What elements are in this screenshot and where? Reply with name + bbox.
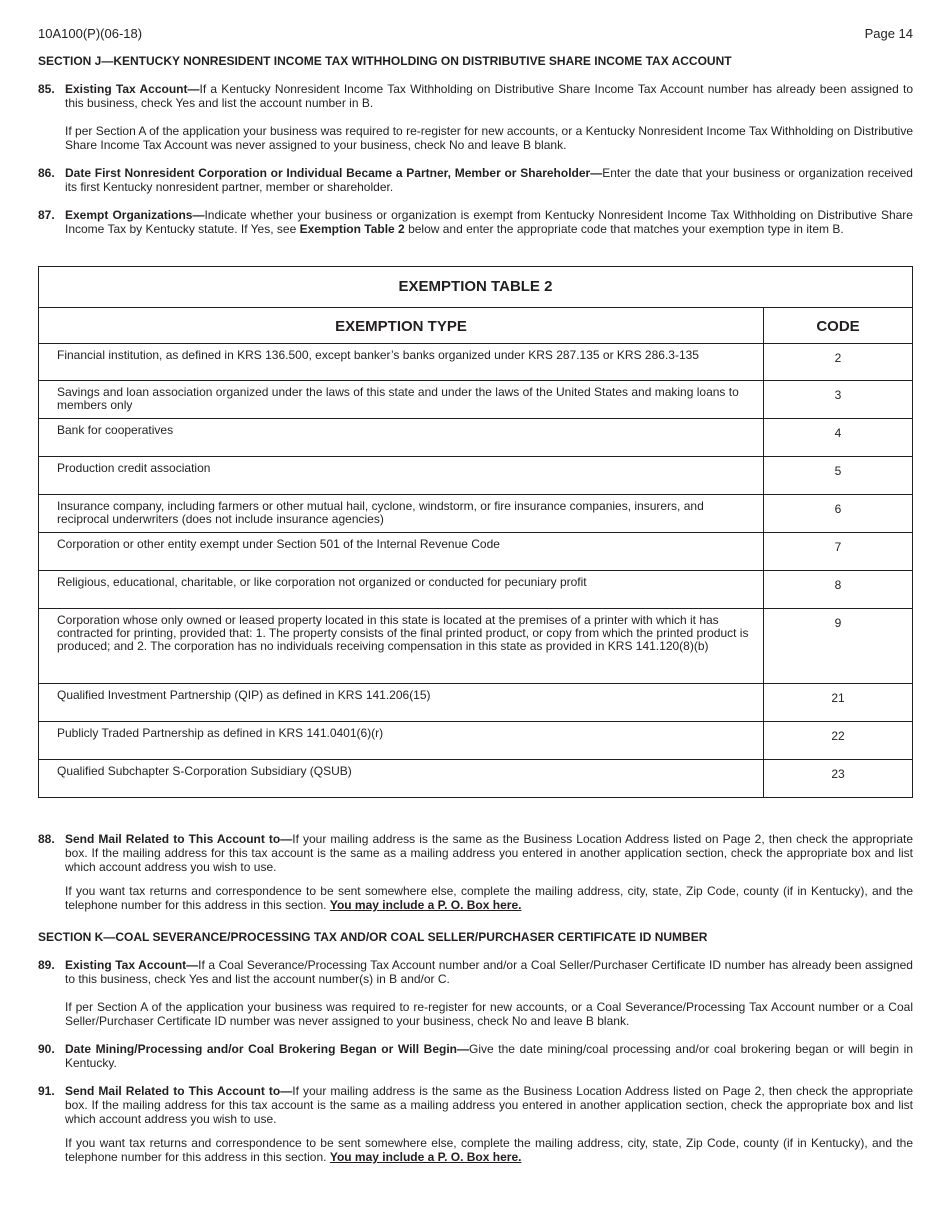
table-row	[39, 419, 912, 457]
item-text: Give the date mining/coal processing and/or coal brokering began or will begin in Kentucky.	[65, 1042, 913, 1070]
item-lead: Exempt Organizations—	[65, 208, 205, 222]
exemption-code: 2	[834, 351, 842, 365]
item-88	[38, 832, 913, 912]
exemption-type: Insurance company, including farmers or other mutual hail, cyclone, windstorm, or fire insurance companies, insurers, and reciprocal underwriters (does not include insurance agencies)	[39, 495, 764, 532]
item-86	[38, 166, 913, 194]
item-lead: Existing Tax Account—	[65, 958, 199, 972]
exemption-type: Bank for cooperatives	[39, 419, 764, 456]
item-lead: Date Mining/Processing and/or Coal Brokering Began or Will Begin—	[65, 1042, 469, 1056]
item-lead: Send Mail Related to This Account to—	[65, 832, 293, 846]
exemption-type: Production credit association	[39, 457, 764, 494]
table-header	[39, 308, 912, 344]
exemption-type: Savings and loan association organized under the laws of this state and under the laws of the United States and making loans to members only	[39, 381, 764, 418]
exemption-type: Corporation whose only owned or leased property located in this state is located at the premises of a printer with which it has contracted for printing, provided that: 1. The property consists of the final printed product, or copy from which the printed product is produced; and 2. The corporation has no individuals receiving compensation in this state as provided in KRS 141.120(8)(b)	[39, 609, 764, 683]
item-paragraph: If you want tax returns and correspondence to be sent somewhere else, complete the mailing address, city, state, Zip Code, county (if in Kentucky), and the telephone number for this address in this section.	[65, 884, 913, 912]
section-j-title: SECTION J—KENTUCKY NONRESIDENT INCOME TAX WITHHOLDING ON DISTRIBUTIVE SHARE INCOME TAX ACCOUNT	[38, 54, 732, 68]
exemption-type: Qualified Subchapter S-Corporation Subsidiary (QSUB)	[39, 760, 764, 797]
exemption-code: 22	[831, 729, 845, 743]
exemption-code: 8	[834, 578, 842, 592]
item-paragraph: If per Section A of the application your business was required to re-register for new accounts, or a Coal Severance/Processing Tax Account number or a Coal Seller/Purchaser Certificate ID number was never assigned to your business, check No and leave B blank.	[65, 1000, 913, 1028]
item-number: 90.	[38, 1042, 55, 1056]
item-number: 91.	[38, 1084, 55, 1098]
item-number: 87.	[38, 208, 55, 222]
exemption-code: 23	[831, 767, 845, 781]
item-text: below and enter the appropriate code that matches your exemption type in item B.	[404, 222, 844, 236]
item-lead: Date First Nonresident Corporation or Individual Became a Partner, Member or Shareholder—	[65, 166, 603, 180]
table-row	[39, 381, 912, 419]
exemption-code: 9	[834, 616, 842, 630]
exemption-code: 21	[831, 691, 845, 705]
item-text: If your mailing address is the same as the Business Location Address listed on Page 2, then check the appropriate box. If the mailing address for this tax account is the same as a mailing address you entered in another application section, check the appropriate box and list which account address you wish to use.	[65, 1084, 913, 1126]
table-row	[39, 571, 912, 609]
column-header-code: CODE	[816, 318, 860, 335]
item-91	[38, 1084, 913, 1164]
section-k-title: SECTION K—COAL SEVERANCE/PROCESSING TAX AND/OR COAL SELLER/PURCHASER CERTIFICATE ID NUMBER	[38, 930, 708, 944]
po-box-note: You may include a P. O. Box here.	[329, 1150, 522, 1164]
table-row	[39, 684, 912, 722]
exemption-code: 7	[834, 540, 842, 554]
item-90	[38, 1042, 913, 1070]
item-number: 85.	[38, 82, 55, 96]
item-85	[38, 82, 913, 152]
exemption-code: 4	[834, 426, 842, 440]
exemption-type: Publicly Traded Partnership as defined in KRS 141.0401(6)(r)	[39, 722, 764, 759]
form-id: 10A100(P)(06-18)	[38, 26, 143, 41]
item-paragraph: If you want tax returns and correspondence to be sent somewhere else, complete the mailing address, city, state, Zip Code, county (if in Kentucky), and the telephone number for this address in this section.	[65, 1136, 913, 1164]
item-lead: Send Mail Related to This Account to—	[65, 1084, 293, 1098]
table-row	[39, 533, 912, 571]
item-text: If a Kentucky Nonresident Income Tax Withholding on Distributive Share Income Tax Account number has already been assigned to this business, check Yes and list the account number in B.	[65, 82, 913, 110]
exemption-type: Religious, educational, charitable, or like corporation not organized or conducted for pecuniary profit	[39, 571, 764, 608]
table-row	[39, 457, 912, 495]
table-row	[39, 609, 912, 684]
column-header-type: EXEMPTION TYPE	[39, 308, 764, 343]
item-87	[38, 208, 913, 236]
exemption-table	[38, 266, 913, 798]
item-number: 88.	[38, 832, 55, 846]
exemption-type: Financial institution, as defined in KRS 136.500, except banker’s banks organized under KRS 287.135 or KRS 286.3-135	[39, 344, 764, 380]
item-text: If a Coal Severance/Processing Tax Account number and/or a Coal Seller/Purchaser Certificate ID number has already been assigned to this business, check Yes and list the account number(s) in B and/or C.	[65, 958, 913, 986]
item-89	[38, 958, 913, 1028]
page-header	[38, 26, 913, 41]
table-row	[39, 344, 912, 381]
table-row	[39, 495, 912, 533]
exemption-code: 5	[834, 464, 842, 478]
item-number: 86.	[38, 166, 55, 180]
page-number: Page 14	[864, 26, 913, 41]
item-text: If your mailing address is the same as the Business Location Address listed on Page 2, then check the appropriate box. If the mailing address for this tax account is the same as a mailing address you entered in another application section, check the appropriate box and list which account address you wish to use.	[65, 832, 913, 874]
exemption-code: 3	[834, 388, 842, 402]
table-row	[39, 760, 912, 797]
table-row	[39, 722, 912, 760]
item-text: Indicate whether your business or organization is exempt from Kentucky Nonresident Income Tax Withholding on Distributive Share Income Tax by Kentucky statute. If Yes, see	[65, 208, 913, 236]
table-title: EXEMPTION TABLE 2	[39, 267, 912, 308]
table-reference: Exemption Table 2	[299, 222, 405, 236]
exemption-type: Corporation or other entity exempt under Section 501 of the Internal Revenue Code	[39, 533, 764, 570]
exemption-code: 6	[834, 502, 842, 516]
item-paragraph: If per Section A of the application your business was required to re-register for new accounts, or a Kentucky Nonresident Income Tax Withholding on Distributive Share Income Tax Account was never assigned to your business, check No and leave B blank.	[65, 124, 913, 152]
item-number: 89.	[38, 958, 55, 972]
item-lead: Existing Tax Account—	[65, 82, 200, 96]
po-box-note: You may include a P. O. Box here.	[329, 898, 522, 912]
document-page	[38, 26, 913, 1164]
exemption-type: Qualified Investment Partnership (QIP) as defined in KRS 141.206(15)	[39, 684, 764, 721]
item-text: Enter the date that your business or organization received its first Kentucky nonresident partner, member or shareholder.	[65, 166, 913, 194]
